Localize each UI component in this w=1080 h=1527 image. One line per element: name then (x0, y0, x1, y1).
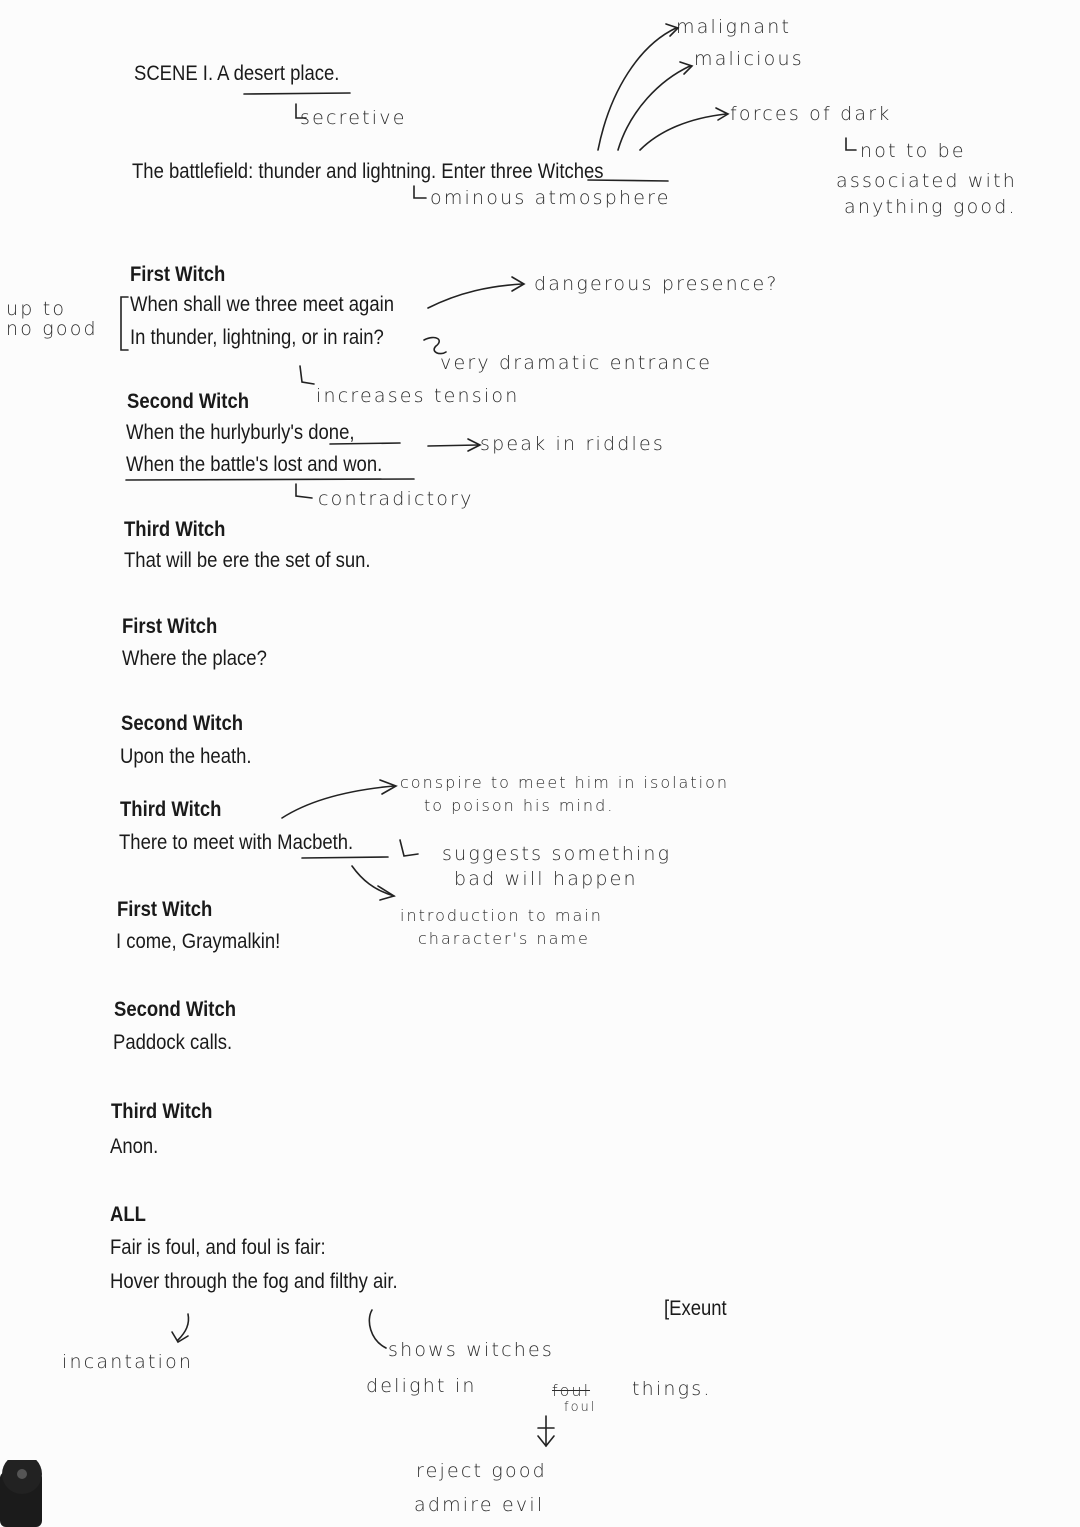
note-delight-in: delight in (366, 1375, 477, 1397)
script-line: In thunder, lightning, or in rain? (130, 326, 384, 349)
script-line: Anon. (110, 1135, 159, 1158)
note-shows-witches: shows witches (388, 1339, 554, 1361)
note-anything-good: anything good. (844, 196, 1017, 218)
note-dangerous-presence: dangerous presence? (534, 273, 779, 295)
script-line: When shall we three meet again (130, 293, 394, 316)
note-secretive: secretive (300, 107, 407, 129)
note-associated-with: associated with (836, 170, 1017, 192)
speaker-all: ALL (110, 1203, 146, 1226)
script-line: There to meet with Macbeth. (119, 831, 354, 854)
script-line: Paddock calls. (113, 1031, 233, 1054)
script-line: Where the place? (122, 647, 267, 670)
note-forces-of-dark: forces of dark (730, 103, 892, 125)
speaker-first-witch: First Witch (117, 898, 213, 921)
note-increases-tension: increases tension (316, 385, 520, 407)
note-contradictory: contradictory (318, 488, 474, 510)
script-line: Fair is foul, and foul is fair: (110, 1236, 326, 1259)
note-malicious: malicious (694, 48, 804, 70)
scene-heading: SCENE I. A desert place. (134, 62, 340, 85)
script-line: Upon the heath. (120, 745, 252, 768)
script-line: Hover through the fog and filthy air. (110, 1270, 398, 1293)
note-poison-mind: to poison his mind. (424, 796, 615, 815)
note-not-to-be: not to be (860, 140, 966, 162)
script-line: When the hurlyburly's done, (126, 421, 355, 444)
note-ominous-atmosphere: ominous atmosphere (430, 187, 671, 209)
speaker-second-witch: Second Witch (127, 390, 250, 413)
speaker-second-witch: Second Witch (114, 998, 237, 1021)
note-conspire: conspire to meet him in isolation (400, 773, 729, 792)
note-malignant: malignant (676, 16, 792, 38)
binder-clip-image (0, 1460, 70, 1527)
note-no-good: no good (6, 318, 98, 340)
speaker-first-witch: First Witch (130, 263, 226, 286)
speaker-first-witch: First Witch (122, 615, 218, 638)
script-line: When the battle's lost and won. (126, 453, 383, 476)
note-up-to: up to (6, 298, 67, 320)
speaker-third-witch: Third Witch (124, 518, 226, 541)
note-speak-in-riddles: speak in riddles (480, 433, 665, 455)
speaker-second-witch: Second Witch (121, 712, 244, 735)
note-foul-crossed: foul (552, 1381, 591, 1400)
note-introduction: introduction to main (400, 906, 603, 925)
note-reject-good: reject good (416, 1460, 547, 1482)
speaker-third-witch: Third Witch (120, 798, 222, 821)
note-incantation: incantation (62, 1351, 194, 1373)
script-line: I come, Graymalkin! (116, 930, 281, 953)
note-things: things. (632, 1378, 712, 1400)
note-foul: foul (564, 1400, 597, 1415)
stage-direction: The battlefield: thunder and lightning. Enter three Witches (132, 160, 604, 183)
script-line: That will be ere the set of sun. (124, 549, 371, 572)
note-admire-evil: admire evil (414, 1494, 545, 1516)
note-suggests-something: suggests something (442, 843, 672, 865)
note-dramatic-entrance: very dramatic entrance (440, 352, 713, 374)
speaker-third-witch: Third Witch (111, 1100, 213, 1123)
note-bad-will-happen: bad will happen (454, 868, 638, 890)
note-character-name: character's name (418, 929, 590, 948)
exeunt-direction: [Exeunt (664, 1297, 727, 1320)
